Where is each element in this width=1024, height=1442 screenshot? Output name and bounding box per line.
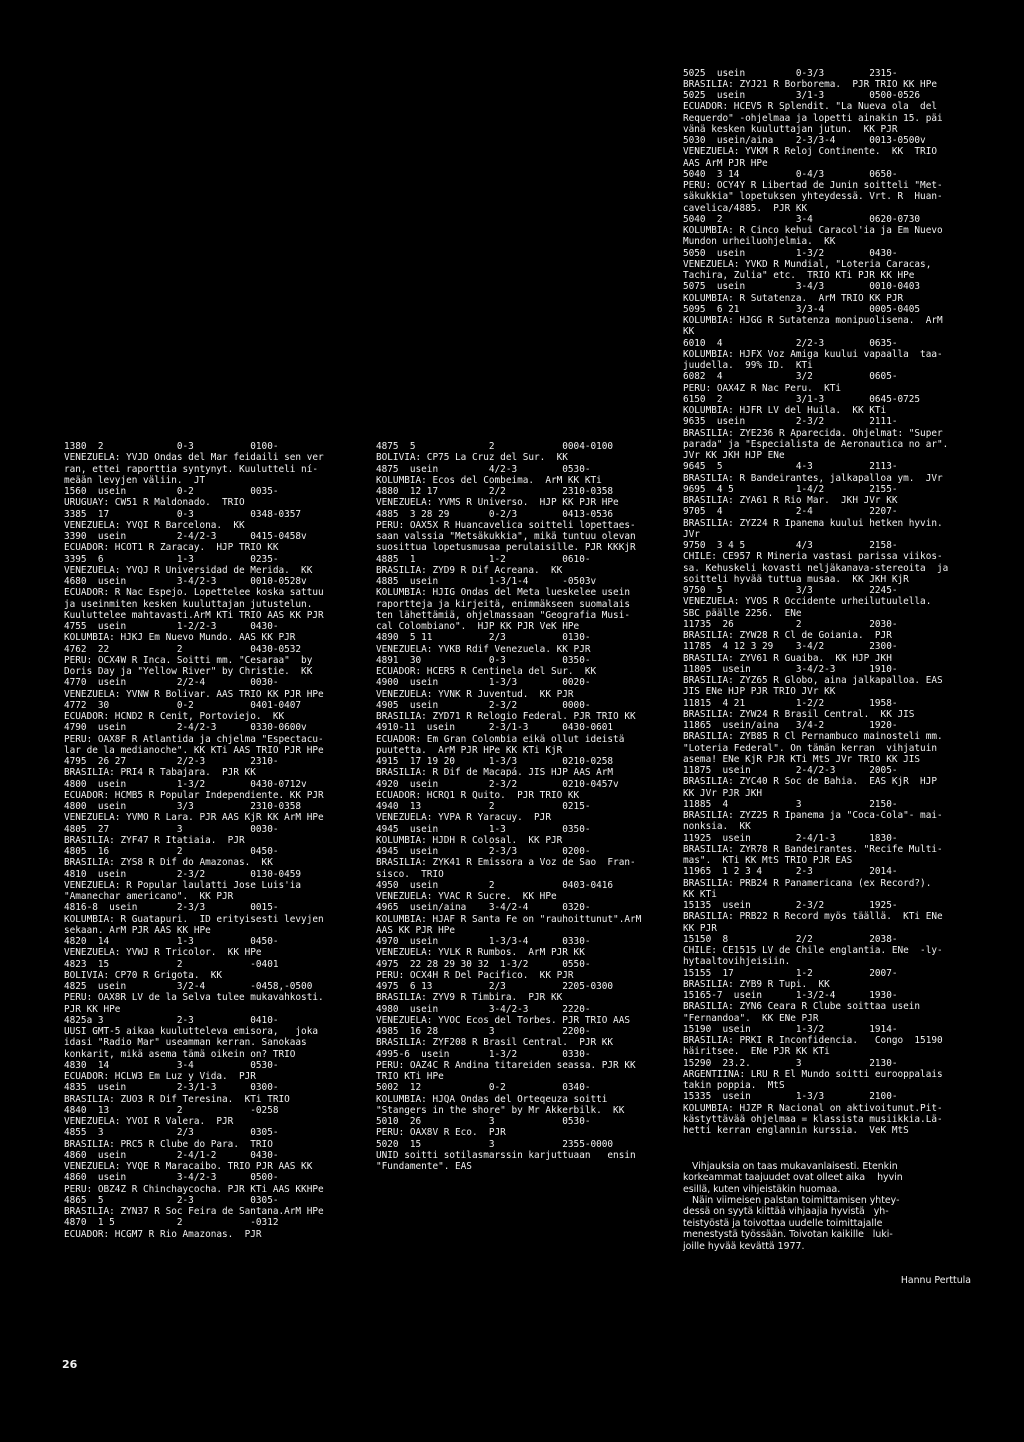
listing-line: "Loteria Federal". On tämän kerran vihjatuin [683, 742, 937, 754]
listing-line: 4772 30 0-2 0401-0407 [64, 699, 302, 711]
listing-line: raportteja ja kirjeitä, enimmäkseen suomalais [376, 598, 630, 610]
listing-line: BRASILIA: ZYF208 R Brasil Central. PJR KK [376, 1037, 614, 1049]
closing-line: Näin viimeisen palstan toimittamisen yhtey- [683, 1194, 900, 1206]
listing-line: ECUADOR: HCMB5 R Popular Independiente. KK PJR [64, 789, 324, 801]
listing-line: suosittua lopetusmusaa perulaisille. PJR KKKjR [376, 542, 636, 554]
listing-line: BRASILIA: PRKI R Inconfidencia. Congo 15190 [683, 1035, 943, 1046]
listing-line: KOLUMBIA: HJFX Voz Amiga kuului vapaalla taa- [683, 348, 943, 360]
listing-line: 4816-8 usein 2-3/3 0015- [64, 902, 279, 914]
closing-line: dessä on syytä kiittää vihjaajia hyvistä yh- [683, 1206, 889, 1218]
listing-line: PERU: OAX5X R Huancavelica soitteli lopettaes- [376, 519, 636, 531]
listing-line: Mundon urheiluohjelmia. KK [683, 236, 836, 248]
listing-line: BRASILIA: PRB24 R Panamericana (ex Record?). [683, 877, 932, 889]
listing-line: KOLUMBIA: R Cinco kehui Caracol'ia ja Em Nuevo [683, 225, 943, 236]
listing-line: BOLIVIA: CP75 La Cruz del Sur. KK [376, 452, 568, 464]
page-number: 26 [62, 1358, 78, 1371]
listing-line: PJR KK HPe [64, 1003, 121, 1015]
listing-line: BRASILIA: ZYK41 R Emissora a Voz de Sao Fran- [376, 857, 636, 869]
listing-line: 15335 usein 1-3/3 2100- [683, 1091, 898, 1103]
listing-line: VENEZUELA: YVQJ R Universidad de Merida. KK [64, 564, 313, 576]
listing-line: VENEZUELA: YVQI R Barcelona. KK [64, 519, 245, 531]
listing-line: 5040 2 3-4 0620-0730 [683, 213, 921, 225]
listing-line: 11925 usein 2-4/1-3 1830- [683, 832, 898, 844]
listing-line: 4825 usein 3/2-4 -0458,-0500 [64, 981, 313, 992]
listing-line: VENEZUELA: YVOC Ecos del Torbes. PJR TRIO AAS [376, 1014, 630, 1026]
listing-line: VENEZUELA: YVMO R Lara. PJR AAS KjR KK ArM HPe [64, 812, 324, 824]
listing-line: KOLUMBIA: Ecos del Combeima. ArM KK KTi [376, 474, 602, 486]
listing-line: BRASILIA: PRI4 R Tabajara. PJR KK [64, 767, 256, 779]
listing-line: VENEZUELA: YVOI R Valera. PJR [64, 1116, 234, 1127]
listing-line: säkukkia" lopetuksen yhteydessä. Vrt. R Huan- [683, 191, 943, 203]
listing-line: 4965 usein/aina 3-4/2-4 0320- [376, 902, 591, 914]
listing-line: 4810 usein 2-3/2 0130-0459 [64, 868, 302, 880]
listing-line: 4920 usein 2-3/2 0210-0457v [376, 778, 619, 790]
listing-line: VENEZUELA: YVKB Rdif Venezuela. KK PJR [376, 643, 591, 655]
listing-line: 5010 26 3 0530- [376, 1116, 591, 1127]
listing-line: 4885 usein 1-3/1-4 -0503v [376, 576, 597, 587]
listing-line: VENEZUELA: YVLK R Rumbos. ArM PJR KK [376, 947, 585, 959]
listing-line: 15165-7 usein 1-3/2-4 1930- [683, 990, 898, 1001]
listing-line: 3390 usein 2-4/2-3 0415-0458v [64, 531, 307, 542]
listing-line: 4985 16 28 3 2200- [376, 1026, 591, 1037]
signature: Hannu Perttula [900, 1274, 971, 1286]
listing-line: "Amanechar americano". KK PJR [64, 891, 234, 902]
listing-line: 4910-11 usein 2-3/1-3 0430-0601 [376, 722, 614, 734]
listing-line: 4830 14 3-4 0530- [64, 1059, 279, 1071]
listing-line: hetti kerran englannin kurssia. VeK MtS [683, 1125, 909, 1136]
listing-line: 4995-6 usein 1-3/2 0330- [376, 1048, 591, 1060]
listing-line: KOLUMBIA: HJDH R Colosal. KK PJR [376, 834, 563, 846]
listing-line: häiritsee. ENe PJR KK KTi [683, 1046, 830, 1058]
listing-line: VENEZUELA: YVNW R Bolivar. AAS TRIO KK PJR HPe [64, 688, 324, 700]
listing-line: 11865 usein/aina 3/4-2 1920- [683, 720, 898, 731]
listing-line: 4820 14 1-3 0450- [64, 936, 279, 947]
listing-line: BRASILIA: ZYZ25 R Ipanema ja "Coca-Cola"- mai- [683, 810, 943, 821]
closing-line: joille hyvää kevättä 1977. [683, 1240, 805, 1252]
listing-line: 4905 usein 2-3/2 0000- [376, 699, 591, 711]
listing-line: 4790 usein 2-4/2-3 0330-0600v [64, 722, 307, 734]
listing-line: ja useinmiten kesken kuuluttajan jutustelun. [64, 598, 313, 610]
listing-line: BRASILIA: ZYR78 R Bandeirantes. "Recife Multi- [683, 843, 943, 855]
listing-line: sa. Kehuskeli kovasti neljäkanava-stereoita ja [683, 562, 949, 574]
column-3-listings [683, 68, 979, 1137]
listing-line: CHILE: CE957 R Mineria vastasi parissa viikos- [683, 551, 943, 563]
listing-line: BRASILIA: ZYF47 R Itatiaia. PJR [64, 834, 245, 846]
listing-line: BRASILIA: ZYB85 R Cl Pernambuco mainosteli mm. [683, 731, 943, 743]
listing-line: BRASILIA: ZYA61 R Rio Mar. JKH JVr KK [683, 495, 898, 506]
listing-line: KOLUMBIA: HJIG Ondas del Meta lueskelee usein [376, 587, 630, 599]
listing-line: UNID soitti sotilasmarssin karjuttuaan ensin [376, 1149, 636, 1161]
listing-line: BRASILIA: ZYD71 R Relogio Federal. PJR TRIO KK [376, 711, 636, 722]
listing-line: puutetta. ArM PJR HPe KK KTi KjR [376, 744, 563, 756]
listing-line: ran, ettei raporttia syntynyt. Kuulutteli ní- [64, 463, 318, 475]
listing-line: 4975 6 13 2/3 2205-0300 [376, 981, 614, 992]
listing-line: 15190 usein 1-3/2 1914- [683, 1023, 898, 1035]
listing-line: KOLUMBIA: HJAF R Santa Fe on "rauhoittunut".ArM [376, 913, 642, 925]
listing-line: PERU: OAX8F R Atlantida ja chjelma "Espectacu- [64, 733, 324, 745]
listing-line: BRASILIA: R Bandeirantes, jalkapalloa ym. JVr [683, 472, 943, 484]
listing-line: 4890 5 11 2/3 0130- [376, 632, 591, 644]
listing-line: JVr KK JKH HJP ENe [683, 450, 785, 461]
listing-line: 4875 5 2 0004-0100 [376, 441, 614, 452]
listing-line: 5095 6 21 3/3-4 0005-0405 [683, 303, 921, 315]
listing-line: 4805 16 2 0450- [64, 846, 279, 857]
listing-line: TRIO KTi HPe [376, 1071, 444, 1082]
listing-line: BRASILIA: ZYV61 R Guaiba. KK HJP JKH [683, 652, 892, 664]
listing-line: PERU: OCX4W R Inca. Soitti mm. "Cesaraa" by [64, 654, 313, 666]
listing-line: KOLUMBIA: HJZP R Nacional on aktivoitunut.Pit- [683, 1102, 943, 1114]
listing-line: vänä kesken kuuluttajan jutun. KK PJR [683, 123, 898, 135]
listing-line: BOLIVIA: CP70 R Grigota. KK [64, 969, 223, 981]
listing-line: 11875 usein 2-4/2-3 2005- [683, 765, 898, 776]
listing-line: VENEZUELA: YVWJ R Tricolor. KK HPe [64, 947, 262, 959]
listing-line: 4855 3 2/3 0305- [64, 1127, 279, 1139]
listing-line: 4891 30 0-3 0350- [376, 654, 591, 666]
listing-line: 4915 17 19 20 1-3/3 0210-0258 [376, 756, 614, 767]
closing-line: menestystä työssään. Toivotan kaikille luki- [683, 1229, 893, 1241]
listing-line: 4805 27 3 0030- [64, 823, 279, 835]
listing-line: PERU: OBZ4Z R Chinchaycocha. PJR KTi AAS KKHPe [64, 1183, 324, 1195]
listing-line: KOLUMBIA: R Guatapuri. ID erityisesti levyjen [64, 913, 324, 925]
listing-line: 11815 4 21 1-2/2 1958- [683, 697, 898, 709]
listing-line: PERU: OAX8V R Eco. PJR [376, 1127, 506, 1139]
listing-line: Doris Day ja "Yellow River" by Christie. KK [64, 666, 313, 677]
listing-line: 5050 usein 1-3/2 0430- [683, 247, 898, 259]
listing-line: Requerdo" -ohjelmaa ja lopetti ainakin 15. päi [683, 112, 943, 124]
listing-line: 4870 1 5 2 -0312 [64, 1217, 279, 1229]
listing-line: URUGUAY: CW51 R Maldonado. TRIO [64, 497, 245, 509]
listing-line: VENEZUELA: YVKD R Mundial, "Loteria Caracas, [683, 258, 932, 270]
listing-line: 4835 usein 2-3/1-3 0300- [64, 1082, 279, 1094]
listing-line: 4800 usein 1-3/2 0430-0712v [64, 778, 307, 790]
listing-line: 4875 usein 4/2-3 0530- [376, 463, 591, 475]
listing-line: VENEZUELA: YVNK R Juventud. KK PJR [376, 688, 574, 700]
listing-line: 11885 4 3 2150- [683, 798, 898, 810]
listing-line: BRASILIA: ZYC40 R Soc de Bahia. EAS KjR HJP [683, 776, 937, 788]
listing-line: 4950 usein 2 0403-0416 [376, 879, 614, 891]
listing-line: AAS ArM PJR HPe [683, 157, 768, 169]
listing-line: 15290 23.2. 3 2130- [683, 1057, 898, 1069]
listing-line: BRASILIA: ZUO3 R Dif Teresina. KTi TRIO [64, 1093, 290, 1105]
listing-line: 11965 1 2 3 4 2-3 2014- [683, 866, 898, 878]
listing-line: 9750 3 4 5 4/3 2158- [683, 540, 898, 551]
listing-line: 4940 13 2 0215- [376, 801, 591, 812]
listing-line: "Stangers in the shore" by Mr Akkerbilk. KK [376, 1104, 625, 1116]
listing-line: PERU: OAX4Z R Nac Peru. KTi [683, 382, 842, 394]
column-1 [64, 441, 360, 1240]
closing-line: Vihjauksia on taas mukavanlaisesti. Etenkin [683, 1160, 898, 1172]
listing-line: VENEZUELA: YVJD Ondas del Mar feidaili sen ver [64, 452, 324, 464]
listing-line: 4823 15 2 -0401 [64, 958, 279, 970]
listing-line: 11805 usein 3-4/2-3 1910- [683, 663, 898, 675]
listing-line: KK KTi [683, 888, 717, 900]
listing-line: BRASILIA: ZYZ65 R Globo, aina jalkapalloa. EAS [683, 675, 943, 686]
listing-line: 9645 5 4-3 2113- [683, 461, 898, 473]
listing-line: ECUADOR: HCLW3 Em Luz y Vida. PJR [64, 1071, 256, 1082]
listing-line: UUSI GMT-5 aikaa kuulutteleva emisora, joka [64, 1026, 318, 1037]
listing-line: kästyttävää ohjelmaa = klassista musiikkia.Lä- [683, 1113, 943, 1125]
listing-line: 3385 17 0-3 0348-0357 [64, 508, 302, 520]
listing-line: 4885 1 1-2 0610- [376, 553, 591, 565]
listing-line: VENEZUELA: R Popular laulatti Jose Luis'ia [64, 879, 302, 891]
listing-line: 4755 usein 1-2/2-3 0430- [64, 621, 279, 632]
listing-line: BRASILIA: R Dif de Macapá. JIS HJP AAS ArM [376, 767, 614, 779]
listing-line: ECUADOR: HCND2 R Cenit, Portoviejo. KK [64, 711, 285, 722]
listing-line: PERU: OCY4Y R Libertad de Junin soitteli "Met- [683, 180, 943, 191]
listing-line: konkarit, mikä asema tämä oikein on? TRIO [64, 1048, 296, 1060]
listing-line: 4945 usein 2-3/3 0200- [376, 846, 591, 857]
listing-line: KOLUMBIA: HJQA Ondas del Orteqeuza soitti [376, 1093, 608, 1105]
listing-line: 9705 4 2-4 2207- [683, 506, 898, 518]
listing-line: PERU: OCX4H R Del Pacifico. KK PJR [376, 969, 574, 981]
listing-line: 5075 usein 3-4/3 0010-0403 [683, 281, 921, 293]
listing-line: 4900 usein 1-3/3 0020- [376, 677, 591, 689]
listing-line: 15155 17 1-2 2007- [683, 967, 898, 979]
listing-line: BRASILIA: ZYJ21 R Borborema. PJR TRIO KK HPe [683, 78, 937, 90]
column-2 [376, 441, 672, 1172]
listing-line: KOLUMBIA: HJKJ Em Nuevo Mundo. AAS KK PJR [64, 632, 296, 644]
listing-line: VENEZUELA: YVKM R Reloj Continente. KK TRIO [683, 146, 937, 158]
listing-line: BRASILIA: PRB22 R Record myös täällä. KTi ENe [683, 911, 943, 923]
listing-line: 4945 usein 1-3 0350- [376, 823, 591, 835]
listing-line: BRASILIA: ZYW28 R Cl de Goiania. PJR [683, 630, 892, 641]
listing-line: 11785 4 12 3 29 3-4/2 2300- [683, 641, 898, 653]
listing-line: 4762 22 2 0430-0532 [64, 643, 302, 655]
listing-line: 9635 usein 2-3/2 2111- [683, 416, 898, 428]
listing-line: 1560 usein 0-2 0035- [64, 486, 279, 497]
listing-line: VENEZUELA: YVAC R Sucre. KK HPe [376, 891, 557, 902]
listing-line: 4885 3 28 29 0-2/3 0413-0536 [376, 508, 614, 520]
listing-line: Tachira, Zulia" etc. TRIO KTi PJR KK HPe [683, 270, 915, 281]
listing-line: BRASILIA: ZYN37 R Soc Feira de Santana.ArM HPe [64, 1206, 324, 1217]
listing-line: KK [683, 326, 695, 338]
listing-line: 4970 usein 1-3/3-4 0330- [376, 936, 591, 947]
closing-remarks [683, 1161, 979, 1252]
listing-line: ECUADOR: Em Gran Colombia eikä ollut ideistä [376, 733, 625, 745]
listing-line: KK PJR [683, 922, 717, 934]
listing-line: 1380 2 0-3 0100- [64, 441, 279, 452]
listing-line: BRASILIA: ZYS8 R Dif do Amazonas. KK [64, 857, 273, 869]
listing-line: PERU: OAZ4C R Andina titareiden seassa. PJR KK [376, 1059, 636, 1071]
listing-line: ECUADOR: HCEV5 R Splendit. "La Nueva ola del [683, 101, 937, 113]
listing-line: takin poppia. MtS [683, 1080, 785, 1091]
listing-line: ECUADOR: HCOT1 R Zaracay. HJP TRIO KK [64, 542, 279, 554]
listing-line: idasi "Radio Mar" useamman kerran. Sanokaas [64, 1037, 307, 1049]
listing-line: 11735 26 2 2030- [683, 618, 898, 630]
listing-line: VENEZUELA: YVQE R Maracaibo. TRIO PJR AAS KK [64, 1161, 313, 1172]
listing-line: 4795 26 27 2/2-3 2310- [64, 756, 279, 767]
listing-line: BRASILIA: ZYE236 R Aparecida. Ohjelmat: "Super [683, 427, 943, 439]
listing-line: 5030 usein/aina 2-3/3-4 0013-0500v [683, 135, 926, 146]
listing-line: BRASILIA: ZYZ24 R Ipanema kuului hetken hyvin. [683, 517, 943, 529]
listing-line: ten lähettämiä, ohjelmassaan "Geografia Musi- [376, 609, 630, 621]
listing-line: VENEZUELA: YVMS R Universo. HJP KK PJR HPe [376, 497, 619, 509]
listing-line: 5040 3 14 0-4/3 0650- [683, 168, 898, 180]
listing-line: asema! ENe KjR PJR KTi MtS JVr TRIO KK JIS [683, 753, 921, 765]
column-3 [683, 45, 979, 1297]
listing-line: "Fernandoa". KK ENe PJR [683, 1012, 819, 1024]
listing-line: JVr [683, 528, 700, 540]
listing-line: KOLUMBIA: R Sutatenza. ArM TRIO KK PJR [683, 292, 904, 304]
listing-line: 5025 usein 0-3/3 2315- [683, 67, 898, 79]
listing-line: AAS KK PJR HPe [376, 924, 456, 936]
listing-line: 4980 usein 3-4/2-3 2220- [376, 1003, 591, 1015]
listing-line: cal Colombiano". HJP KK PJR VeK HPe [376, 621, 580, 632]
listing-line: BRASILIA: ZYB9 R Tupi. KK [683, 978, 830, 990]
listing-line: lar de la medianoche". KK KTi AAS TRIO PJR HPe [64, 744, 324, 756]
listing-line: parada" ja "Especialista de Aeronautica no ar". [683, 438, 949, 450]
listing-line: sisco. TRIO [376, 868, 444, 880]
listing-line: hytaaltovihjeisiin. [683, 956, 791, 968]
listing-line: 4975 22 28 29 30 32 1-3/2 0550- [376, 958, 591, 970]
listing-line: 6082 4 3/2 0605- [683, 371, 898, 383]
listing-line: BRASILIA: ZYD9 R Dif Acreana. KK [376, 564, 563, 576]
listing-line: ECUADOR: HCRQ1 R Quito. PJR TRIO KK [376, 789, 580, 801]
listing-line: Kuuluttelee mahtavasti.ArM KTi TRIO AAS KK PJR [64, 609, 324, 621]
listing-line: 4865 5 2-3 0305- [64, 1194, 279, 1206]
listing-line: 5025 usein 3/1-3 0500-0526 [683, 90, 921, 101]
listing-line: VENEZUELA: YVPA R Yaracuy. PJR [376, 812, 551, 824]
listing-line: 6010 4 2/2-3 0635- [683, 337, 898, 349]
listing-line: 5002 12 0-2 0340- [376, 1082, 591, 1094]
listing-line: 4680 usein 3-4/2-3 0010-0528v [64, 576, 307, 587]
listing-line: CHILE: CE1515 LV de Chile englantia. ENe -ly- [683, 945, 943, 956]
listing-line: ECUADOR: HCER5 R Centinela del Sur. KK [376, 666, 597, 677]
listing-line: BRASILIA: ZYW24 R Brasil Central. KK JIS [683, 708, 915, 720]
closing-line: teistyöstä ja toivottaa uudelle toimittajalle [683, 1217, 883, 1229]
listing-line: JIS ENe HJP PJR TRIO JVr KK [683, 686, 836, 698]
listing-line: PERU: OAX8R LV de la Selva tulee mukavahkosti. [64, 992, 324, 1004]
listing-line: 9750 5 3/3 2245- [683, 585, 898, 596]
listing-line: BRASILIA: ZYN6 Ceara R Clube soittaa usein [683, 1001, 921, 1013]
listing-line: 9695 4 5 1-4/2 2155- [683, 483, 898, 495]
listing-line: ARGENTIINA: LRU R El Mundo soitti eurooppalais [683, 1068, 943, 1080]
listing-line: mas". KTi KK MtS TRIO PJR EAS [683, 855, 853, 866]
listing-line: sekaan. ArM PJR AAS KK HPe [64, 924, 211, 936]
listing-line: KOLUMBIA: HJFR LV del Huila. KK KTi [683, 405, 887, 416]
listing-line: 3395 6 1-3 0235- [64, 553, 279, 565]
listing-line: BRASILIA: ZYV9 R Timbira. PJR KK [376, 992, 563, 1004]
listing-line: 4880 12 17 2/2 2310-0358 [376, 486, 614, 497]
listing-line: SBC päälle 2256. ENe [683, 607, 802, 619]
listing-line: 4825a 3 2-3 0410- [64, 1014, 279, 1026]
listing-line: nonksia. KK [683, 821, 751, 833]
listing-line: KOLUMBIA: HJGG R Sutatenza monipuolisena. ArM [683, 315, 943, 326]
listing-line: juudella. 99% ID. KTi [683, 360, 813, 371]
listing-line: 15135 usein 2-3/2 1925- [683, 900, 898, 911]
listing-line: VENEZUELA: YVOS R Occidente urheilutuulella. [683, 596, 932, 608]
listing-line: ECUADOR: HCGM7 R Rio Amazonas. PJR [64, 1228, 262, 1240]
listing-line: meään levyjen väliin. JT [64, 474, 206, 486]
listing-line: ECUADOR: R Nac Espejo. Lopettelee koska sattuu [64, 587, 324, 599]
listing-line: soitteli hyvää tuttua musaa. KK JKH KjR [683, 573, 909, 585]
closing-line: esillä, kuten vihjeistäkin huomaa. [683, 1183, 841, 1195]
listing-line: 4770 usein 2/2-4 0030- [64, 677, 279, 689]
listing-line: 4840 13 2 -0258 [64, 1104, 279, 1116]
listing-line: 6150 2 3/1-3 0645-0725 [683, 393, 921, 405]
listing-line: KK JVr PJR JKH [683, 787, 763, 799]
listing-line: 4860 usein 3-4/2-3 0500- [64, 1172, 279, 1184]
listing-line: 5020 15 3 2355-0000 [376, 1138, 614, 1150]
closing-line: korkeammat taajuudet ovat olleet aika hyvin [683, 1172, 903, 1184]
listing-line: BRASILIA: PRC5 R Clube do Para. TRIO [64, 1138, 273, 1150]
listing-line: cavelica/4885. PJR KK [683, 202, 808, 214]
listing-line: "Fundamente". EAS [376, 1161, 472, 1172]
listing-line: saan valssia "Metsäkukkia", mikä tuntuu olevan [376, 531, 636, 542]
listing-line: 15150 8 2/2 2038- [683, 933, 898, 945]
listing-line: 4800 usein 3/3 2310-0358 [64, 801, 302, 812]
listing-line: 4860 usein 2-4/1-2 0430- [64, 1149, 279, 1161]
